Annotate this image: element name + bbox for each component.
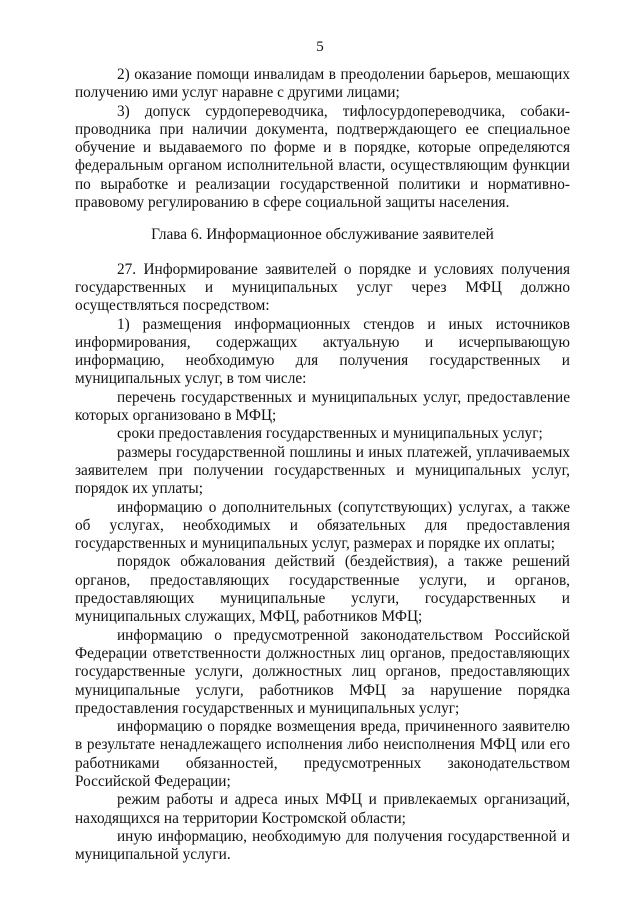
document-body [75, 66, 570, 864]
paragraph-27-item-1: 1) размещения информационных стендов и иных источников информирования, содержащих актуальную и исчерпывающую информацию, необходимую для получения государственных и муниципальных услуг, в том числе: [75, 315, 570, 388]
paragraph-27: 27. Информирование заявителей о порядке и условиях получения государственных и муниципальных услуг через МФЦ должно осуществляться посредством: [75, 260, 570, 315]
list-item-compensation: информацию о порядке возмещения вреда, причиненного заявителю в результате ненадлежащего исполнения либо неисполнения МФЦ или его работниками обязанностей, предусмотренных законодательством Российской Федерации; [75, 718, 570, 790]
chapter-heading: Глава 6. Информационное обслуживание заявителей [151, 226, 494, 244]
list-item-additional-services: информацию о дополнительных (сопутствующих) услугах, а также об услугах, необходимых и обязательных для предоставления государственных и муниципальных услуг, размерах и порядке их оплаты; [75, 498, 570, 553]
list-item-working-hours: режим работы и адреса иных МФЦ и привлекаемых организаций, находящихся на территории Костромской области; [75, 791, 570, 827]
page-number: 5 [316, 39, 324, 55]
list-item-fees: размеры государственной пошлины и иных платежей, уплачиваемых заявителем при получении государственных и муниципальных услуг, порядок их уплаты; [75, 443, 570, 498]
paragraph-item-3: 3) допуск сурдопереводчика, тифлосурдопереводчика, собаки-проводника при наличии документа, подтверждающего ее специальное обучение и выдаваемого по форме и в порядке, которые определяются федеральным органом исполнительной власти, осуществляющим функции по выработке и реализации государственной политики и нормативно-правовому регулированию в сфере социальной защиты населения. [75, 102, 570, 212]
list-item-appeal-procedure: порядок обжалования действий (бездействия), а также решений органов, предоставляющих государственные услуги, и органов, предоставляющих муниципальные услуги, государственных и муниципальных служащих, МФЦ, работников МФЦ; [75, 553, 570, 626]
list-item-liability: информацию о предусмотренной законодательством Российской Федерации ответственности должностных лиц органов, предоставляющих государственные услуги, должностных лиц органов, предоставляющих муниципальные услуги, работников МФЦ за нарушение порядка предоставления государственных и муниципальных услуг; [75, 626, 570, 717]
list-item-services-list: перечень государственных и муниципальных услуг, предоставление которых организовано в МФЦ; [75, 388, 570, 425]
list-item-other-info: иную информацию, необходимую для получения государственной и муниципальной услуги. [75, 827, 570, 864]
list-item-deadlines: сроки предоставления государственных и муниципальных услуг; [117, 425, 543, 443]
paragraph-item-2: 2) оказание помощи инвалидам в преодолении барьеров, мешающих получению ими услуг наравне с другими лицами; [75, 66, 570, 102]
